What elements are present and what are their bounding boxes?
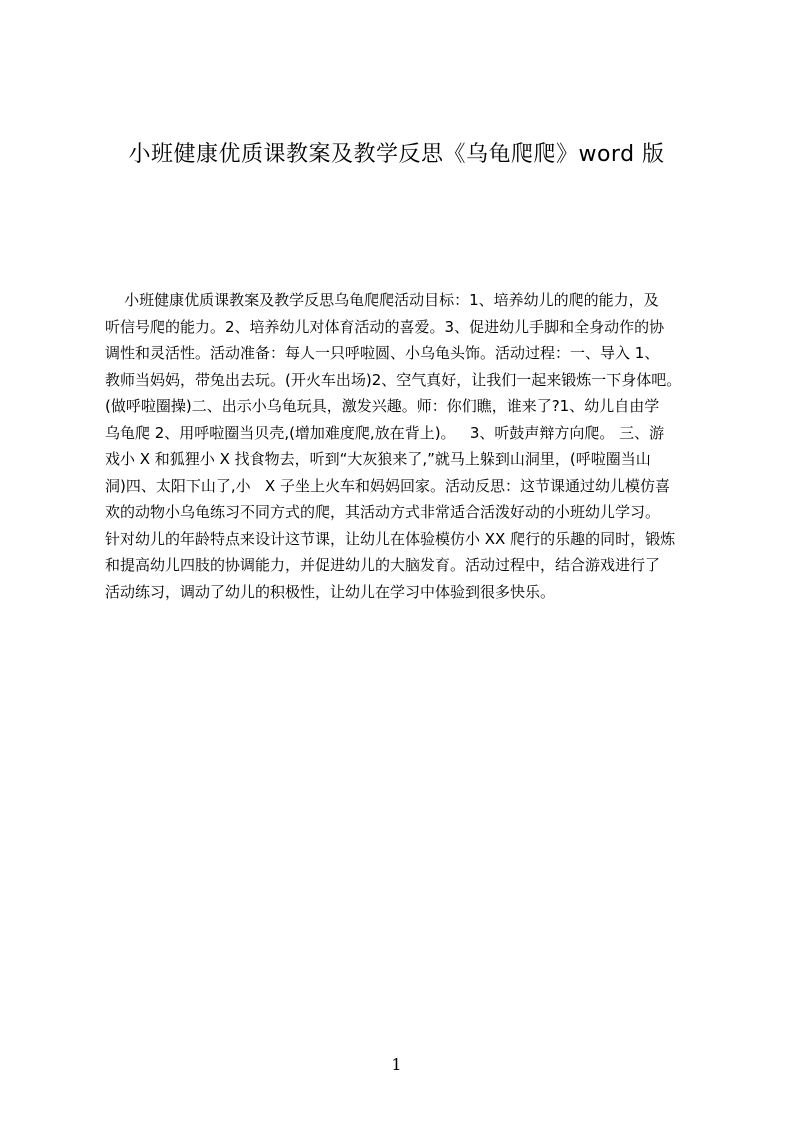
body-line: 活动练习，调动了幼儿的积极性，让幼儿在学习中体验到很多快乐。 [105,582,556,601]
body-line: 乌龟爬 2、用呼啦圈当贝壳,(增加难度爬,放在背上)。 3、听鼓声辩方向爬。 三、游 [105,423,665,442]
document-body [105,287,705,605]
body-line: 针对幼儿的年龄特点来设计这节课，让幼儿在体验模仿小 XX 爬行的乐趣的同时，锻炼 [105,529,676,548]
body-line: 调性和灵活性。活动准备：每人一只呼啦圆、小乌龟头饰。活动过程：一、导入 1、 [105,344,660,362]
body-line: 和提高幼儿四肢的协调能力，并促进幼儿的大脑发育。活动过程中，结合游戏进行了 [105,556,661,574]
document-title: 小班健康优质课教案及教学反思《乌龟爬爬》word 版 [128,142,665,167]
body-line: 教师当妈妈，带兔出去玩。(开火车出场)2、空气真好，让我们一起来锻炼一下身体吧。 [105,370,682,389]
body-line: 听信号爬的能力。2、培养幼儿对体育活动的喜爱。3、促进幼儿手脚和全身动作的协 [105,317,665,336]
body-line: 洞)四、太阳下山了,小 X 子坐上火车和妈妈回家。活动反思：这节课通过幼儿模仿喜 [105,476,670,495]
body-line: 欢的动物小乌龟练习不同方式的爬，其活动方式非常适合活泼好动的小班幼儿学习。 [105,503,661,521]
body-line: (做呼啦圈操)二、出示小乌龟玩具，激发兴趣。师：你们瞧，谁来了?1、幼儿自由学 [105,397,660,415]
body-line: 戏小 X 和狐狸小 X 找食物去，听到“大灰狼来了,”就马上躲到山洞里，(呼啦圈当山 [105,450,651,468]
body-line: 小班健康优质课教案及教学反思乌龟爬爬活动目标：1、培养幼儿的爬的能力，及 [105,291,659,309]
page-number: 1 [391,1055,402,1074]
